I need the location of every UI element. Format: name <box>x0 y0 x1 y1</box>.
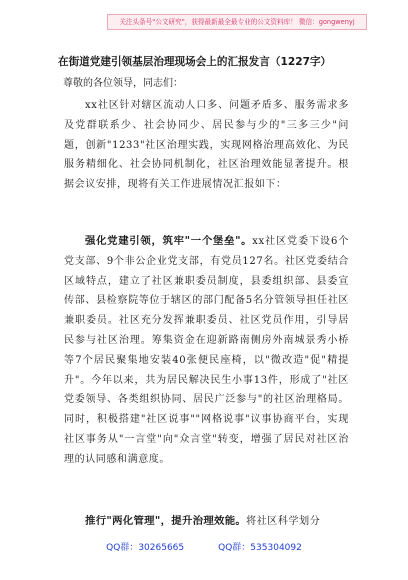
salutation: 尊敬的各位领导，同志们： <box>63 78 183 89</box>
promo-banner: 关注头条号"公文研究"，获得最新最全最专业的公文资料库！ 微信：gongwenyj <box>107 14 367 30</box>
qq-group-2: QQ群：535304092 <box>218 543 302 553</box>
paragraph-text: 将社区科学划分 <box>246 516 321 527</box>
paragraph-two-management <box>64 512 349 532</box>
qq-group-1: QQ群：30265665 <box>106 543 185 553</box>
paragraph-text: xx社区针对辖区流动人口多、问题矛盾多、服务需求多及党群联系少、社会协同少、居民参与少的"三多三少"问题，创新"1233"社区治理实践，实现网格治理高效化、为民服务精细化、社会协同机制化，社区治理效能显著提升。根据会议安排，现将有关工作进展情况汇报如下： <box>64 100 349 191</box>
paragraph-intro <box>64 96 349 195</box>
paragraph-heading: 强化党建引领，筑牢"一个堡垒"。 <box>85 235 253 247</box>
paragraph-text: xx社区党委下设6个党支部、9个非公企业党支部，有党员127名。社区党委结合区域特点，建立了社区兼职委员制度，县委组织部、县委宣传部、县检察院等位于辖区的部门配备5名分管领导担任社区兼职委员。社区充分发挥兼职委员、社区党员作用，引导居民参与社区治理。筹集资金在迎新路南侧房外南城景秀小桥等7个居民聚集地安装40张便民座椅，以"微改造"促"精提升"。今年以来，共为居民解决民生小事13件，形成了"社区党委领导、各类组织协同、居民广泛参与"的社区治理格局。同时，积极搭建"社区说事""网格说事"议事协商平台，实现社区事务从"一言堂"向"众言堂"转变，增强了居民对社区治理的认同感和满意度。 <box>64 236 349 465</box>
document-title: 在街道党建引领基层治理现场会上的汇报发言（1227字） <box>58 56 332 68</box>
paragraph-heading: 推行"两化管理"，提升治理效能。 <box>85 515 247 527</box>
paragraph-party-building <box>64 232 349 470</box>
footer-contact <box>0 540 408 553</box>
